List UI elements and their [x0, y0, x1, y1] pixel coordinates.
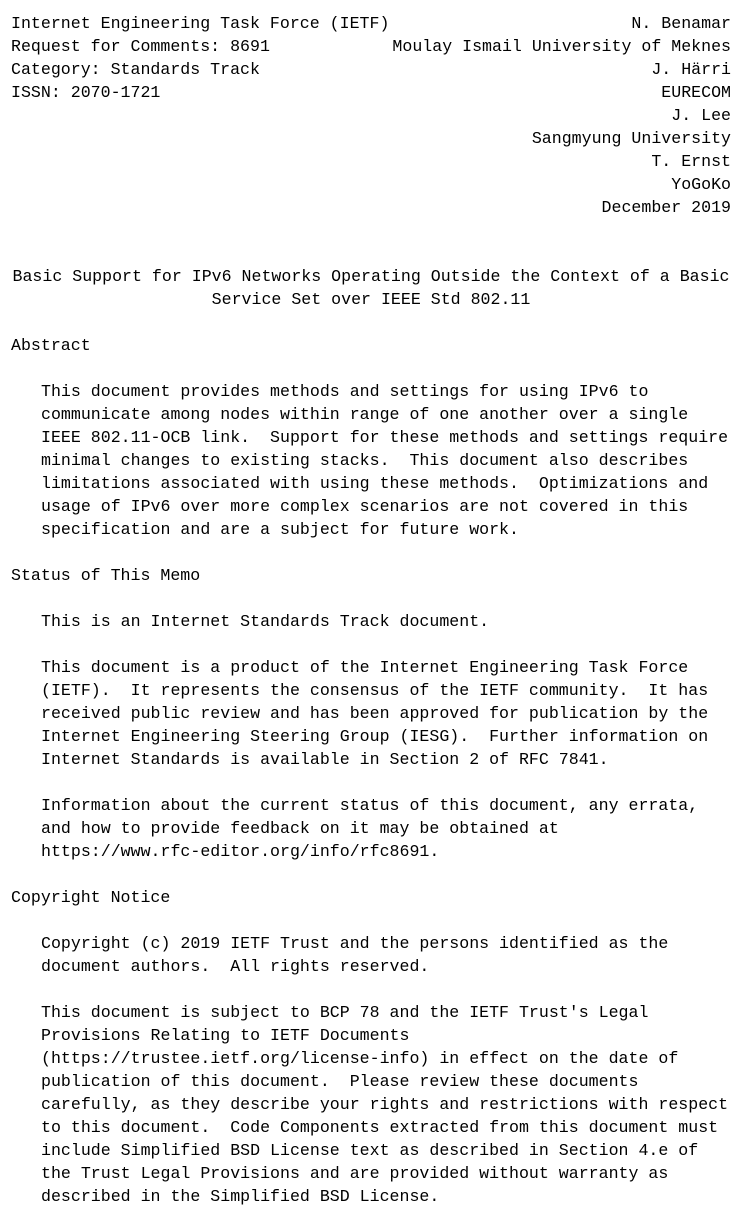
- header-right-column: [11, 12, 731, 219]
- paragraph: This document is a product of the Internet Engineering Task Force (IETF). It represents the consensus of the IETF community. It has received public review and has been approved for publication by the Internet Engineering Steering Group (IESG). Further information on Internet Standards is available in Section 2 of RFC 7841.: [41, 658, 709, 769]
- author-affiliation: Sangmyung University: [531, 129, 731, 148]
- author-name: T. Ernst: [651, 152, 731, 171]
- title-line: Service Set over IEEE Std 802.11: [211, 290, 531, 309]
- title-line: Basic Support for IPv6 Networks Operating Outside the Context of a Basic: [12, 267, 730, 286]
- issn: ISSN: 2070-1721: [11, 83, 161, 102]
- publication-date: December 2019: [601, 198, 731, 217]
- author-name: J. Lee: [671, 106, 731, 125]
- author-name: J. Härri: [651, 60, 731, 79]
- rfc-number: Request for Comments: 8691: [11, 37, 270, 56]
- category: Category: Standards Track: [11, 60, 260, 79]
- section-heading: Abstract: [11, 336, 91, 355]
- author-affiliation: EURECOM: [661, 83, 731, 102]
- organization: Internet Engineering Task Force (IETF): [11, 14, 390, 33]
- author-affiliation: YoGoKo: [671, 175, 731, 194]
- author-name: N. Benamar: [631, 14, 731, 33]
- author-affiliation: Moulay Ismail University of Meknes: [392, 37, 731, 56]
- section-status-of-this-memo: [11, 564, 731, 863]
- section-abstract: [11, 334, 731, 541]
- paragraph: Information about the current status of this document, any errata, and how to provide feedback on it may be obtained at https://www.rfc-editor.org/info/rfc8691.: [41, 796, 699, 861]
- paragraph: This document provides methods and settings for using IPv6 to communicate among nodes within range of one another over a single IEEE 802.11-OCB link. Support for these methods and settings require minimal changes to existing stacks. This document also describes limitations associated with using these methods. Optimizations and usage of IPv6 over more complex scenarios are not covered in this specification and are a subject for future work.: [41, 382, 729, 539]
- document-title: [11, 265, 731, 311]
- section-heading: Status of This Memo: [11, 566, 201, 585]
- section-copyright-notice: [11, 886, 731, 1208]
- document-header: [11, 12, 731, 219]
- section-heading: Copyright Notice: [11, 888, 171, 907]
- paragraph: This is an Internet Standards Track document.: [41, 612, 490, 631]
- paragraph: This document is subject to BCP 78 and the IETF Trust's Legal Provisions Relating to IETF Documents (https://trustee.ietf.org/license-info) in effect on the date of publication of this document. Please review these documents carefully, as they describe your rights and restrictions with respect to this document. Code Components extracted from this document must include Simplified BSD License text as described in Section 4.e of the Trust Legal Provisions and are provided without warranty as described in the Simplified BSD License.: [41, 1003, 729, 1206]
- paragraph: Copyright (c) 2019 IETF Trust and the persons identified as the document authors. All rights reserved.: [41, 934, 669, 976]
